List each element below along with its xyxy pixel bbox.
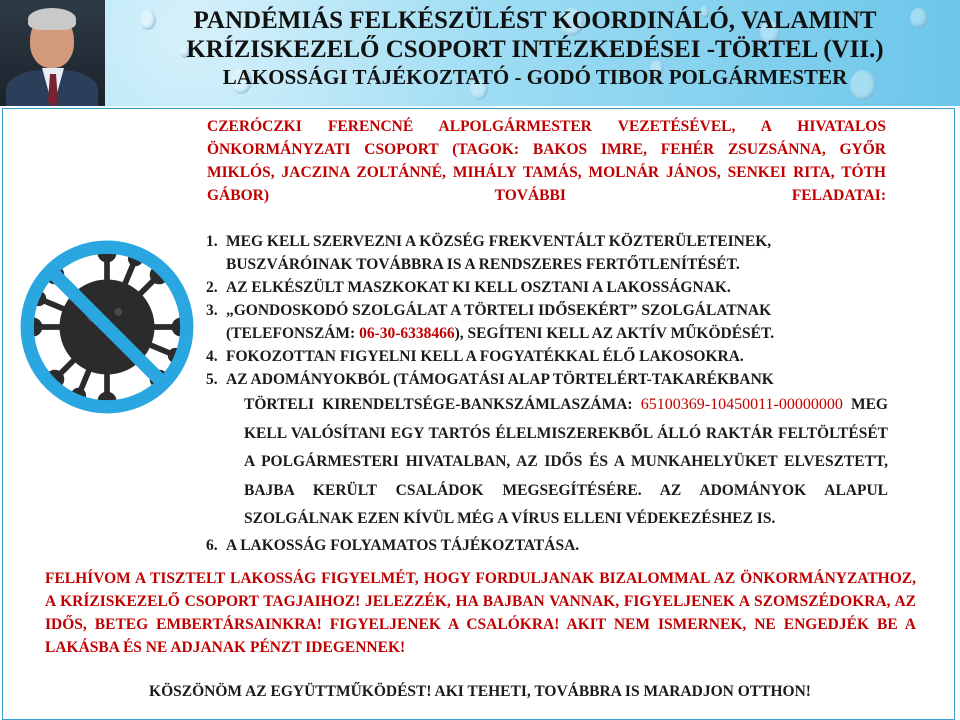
task-list	[206, 230, 888, 557]
item-text: MEG KELL SZERVEZNI A KÖZSÉG FREKVENTÁLT KÖZTERÜLETEINEK, BUSZVÁRÓINAK TOVÁBBRA IS A RENDSZERES FERTŐTLENÍTÉSÉT.	[226, 233, 772, 273]
item-text: TÖRTELI KIRENDELTSÉGE-BANKSZÁMLASZÁMA:	[244, 396, 633, 413]
item-text: ), SEGÍTENI KELL AZ AKTÍV MŰKÖDÉSÉT.	[454, 325, 775, 342]
bank-account-number: 65100369-10450011-00000000	[640, 396, 843, 413]
item-number: 1.	[206, 233, 218, 250]
item-number: 5.	[206, 371, 218, 388]
closing-text: KÖSZÖNÖM AZ EGYÜTTMŰKÖDÉST! AKI TEHETI, TOVÁBBRA IS MARADJON OTTHON!	[149, 683, 811, 700]
list-item	[206, 534, 888, 557]
intro-paragraph: CZERÓCZKI FERENCNÉ ALPOLGÁRMESTER VEZETÉSÉVEL, A HIVATALOS ÖNKORMÁNYZATI CSOPORT (TAGOK: BAKOS IMRE, FEHÉR ZSUZSÁNNA, GYŐR MIKLÓS, JACZINA ZOLTÁNNÉ, MIHÁLY TAMÁS, MOLNÁR JÁNOS, SENKEI RITA, TÓTH GÁBOR) TOVÁBBI FELADATAI:	[207, 118, 886, 204]
header-banner	[0, 0, 960, 106]
list-item	[206, 299, 888, 345]
item-text: „GONDOSKODÓ SZOLGÁLAT A TÖRTELI IDŐSEKÉRT” SZOLGÁLATNAK (TELEFONSZÁM:	[226, 302, 772, 342]
list-item	[206, 276, 888, 299]
mayor-portrait	[0, 0, 105, 106]
item-text: A LAKOSSÁG FOLYAMATOS TÁJÉKOZTATÁSA.	[226, 536, 580, 554]
appeal-text: FELHÍVOM A TISZTELT LAKOSSÁG FIGYELMÉT, HOGY FORDULJANAK BIZALOMMAL AZ ÖNKORMÁNYZATHOZ, A KRÍZISKEZELŐ CSOPORT TAGJAIHOZ! JELEZZÉK, HA BAJBAN VANNAK, FIGYELJENEK A SZOMSZÉDOKRA, AZ IDŐS, BETEG EMBERTÁRSAINKRA! FIGYELJENEK A CSALÓKRA! AKIT NEM ISMERNEK, NE ENGEDJÉK BE A LAKÁSBA ÉS NE ADJANAK PÉNZT IDEGENNEK!	[45, 570, 916, 656]
title-line-2: KRÍZISKEZELŐ CSOPORT INTÉZKEDÉSEI -TÖRTEL (VII.)	[186, 36, 884, 63]
item-number: 2.	[206, 279, 218, 296]
intro-text	[207, 115, 886, 207]
item-number: 4.	[206, 348, 218, 365]
list-item	[206, 230, 888, 276]
item-text: MEG KELL VALÓSÍTANI EGY TARTÓS ÉLELMISZEREKBŐL ÁLLÓ RAKTÁR FELTÖLTÉSÉT A POLGÁRMESTERI HIVATALBAN, AZ IDŐS ÉS A MUNKAHELYÜKET ELVESZTETT, BAJBA KERÜLT CSALÁDOK MEGSEGÍTÉSÉRE. AZ ADOMÁNYOK ALAPUL SZOLGÁLNAK EZEN KÍVÜL MÉG A VÍRUS ELLENI VÉDEKEZÉSHEZ IS.	[244, 396, 888, 527]
item-text: AZ ADOMÁNYOKBÓL (TÁMOGATÁSI ALAP TÖRTELÉRT-TAKARÉKBANK	[226, 371, 774, 388]
item-text: AZ ELKÉSZÜLT MASZKOKAT KI KELL OSZTANI A LAKOSSÁGNAK.	[226, 279, 731, 296]
phone-number: 06-30-6338466	[359, 325, 455, 342]
item-number: 3.	[206, 302, 218, 319]
list-item	[206, 345, 888, 368]
list-item	[206, 368, 888, 534]
item-text: FOKOZOTTAN FIGYELNI KELL A FOGYATÉKKAL ÉLŐ LAKOSOKRA.	[226, 348, 744, 365]
page-title	[110, 6, 960, 91]
title-line-1: PANDÉMIÁS FELKÉSZÜLÉST KOORDINÁLÓ, VALAMINT	[193, 7, 877, 34]
item-number: 6.	[206, 536, 218, 554]
title-line-3: LAKOSSÁGI TÁJÉKOZTATÓ - GODÓ TIBOR POLGÁRMESTER	[222, 65, 848, 89]
no-virus-icon	[12, 232, 202, 422]
